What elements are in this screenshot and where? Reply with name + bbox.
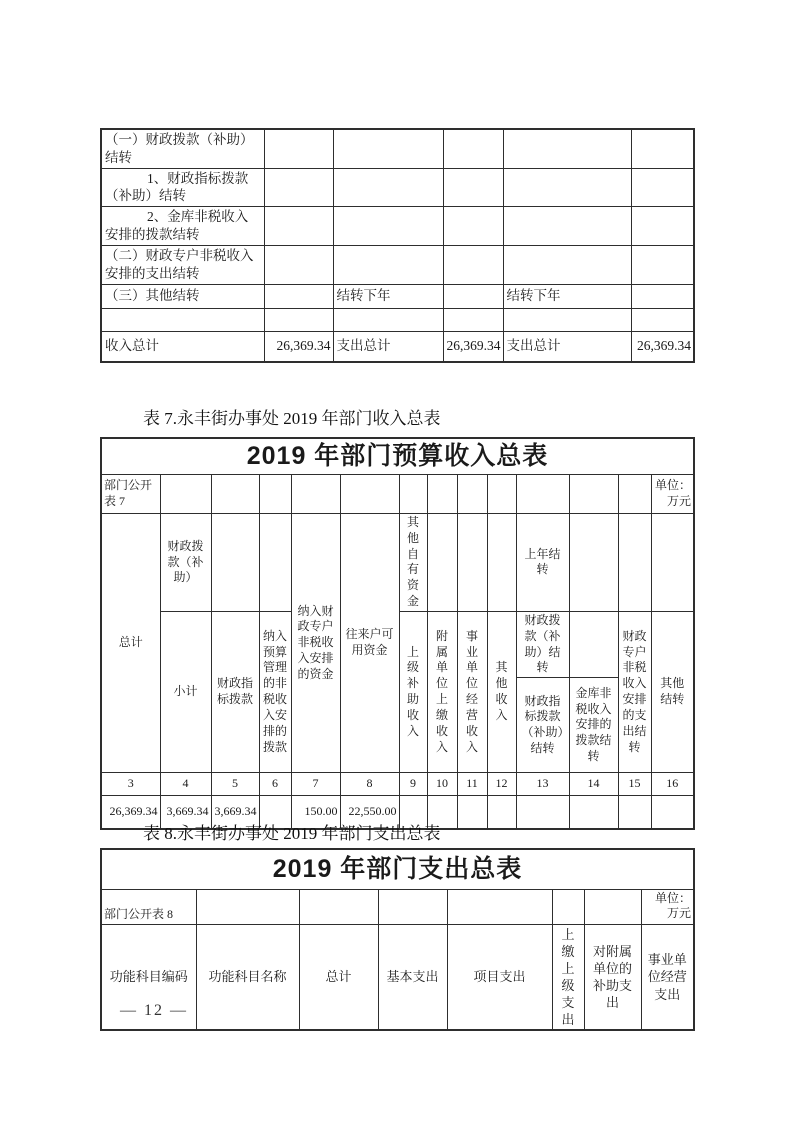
value-total: 26,369.34: [101, 796, 160, 829]
col-header-project-expenditure: 项目支出: [447, 924, 552, 1030]
group-header-other-own-funds: 其他自有资金: [399, 514, 427, 612]
value-cell: [457, 796, 487, 829]
col-number: 16: [651, 773, 694, 796]
meta-row: [101, 889, 694, 924]
col-number: 8: [340, 773, 399, 796]
cell-value: [443, 168, 503, 207]
table8-caption: 表 8.永丰街办事处 2019 年部门支出总表: [143, 824, 441, 843]
value-cell: [516, 796, 569, 829]
cell-value: [443, 284, 503, 308]
cell-label-carryover-next-year: 结转下年: [503, 284, 631, 308]
group-header-prev-year-carryover: 上年结转: [516, 514, 569, 612]
col-header-basic-expenditure: 基本支出: [378, 924, 447, 1030]
table-row-totals: [101, 331, 694, 362]
col-header-affiliated-subsidy: 对附属单位的补助支出: [584, 924, 641, 1030]
col-number: 14: [569, 773, 618, 796]
value-cell: [569, 796, 618, 829]
cell-value: [264, 245, 333, 284]
cell-empty: [399, 475, 427, 514]
value-current-funds: 22,550.00: [340, 796, 399, 829]
cell-label: [503, 129, 631, 168]
value-subtotal: 3,669.34: [160, 796, 211, 829]
table-title-row: [101, 849, 694, 889]
col-number: 4: [160, 773, 211, 796]
table7-meta-label: 部门公开表 7: [101, 475, 160, 514]
group-header-fiscal-approp: 财政拨款（补助）: [160, 514, 211, 612]
col-header-other-carryover: 其他结转: [651, 611, 694, 772]
cell-empty: [259, 475, 291, 514]
table-row: [101, 245, 694, 284]
value-cell: [487, 796, 516, 829]
cell-value: [443, 129, 503, 168]
row-label-treasury-nontax-carryover: 2、金库非税收入安排的拨款结转: [101, 207, 264, 246]
col-header-budget-nontax: 纳入预算管理的非税收入安排的拨款: [259, 611, 291, 772]
col-number: 9: [399, 773, 427, 796]
cell-empty: [447, 889, 552, 924]
cell-empty: [503, 308, 631, 331]
cell-value: [264, 284, 333, 308]
col-header-superior-subsidy: 上级补助收入: [399, 611, 427, 772]
cell-value: [264, 129, 333, 168]
header-row-1: [101, 514, 694, 612]
cell-value: [264, 207, 333, 246]
cell-empty: [291, 475, 340, 514]
col-number: 12: [487, 773, 516, 796]
row-label-other-carryover: （三）其他结转: [101, 284, 264, 308]
table8-title: 2019 年部门支出总表: [101, 849, 694, 889]
header-empty-cell: [569, 514, 618, 612]
cell-empty: [631, 308, 694, 331]
col-number: 10: [427, 773, 457, 796]
col-header-fiscal-index: 财政指标拨款: [211, 611, 259, 772]
cell-expenditure-total-value: 26,369.34: [443, 331, 503, 362]
cell-empty: [487, 475, 516, 514]
col-number: 5: [211, 773, 259, 796]
sub-header-fiscal-approp-carryover: 财政拨款（补助）结转: [516, 611, 569, 677]
col-header-affiliated-units: 附属单位上缴收入: [427, 611, 457, 772]
col-number: 15: [618, 773, 651, 796]
header-empty-cell: [569, 611, 618, 677]
cell-label: [333, 129, 443, 168]
header-empty-cell: [618, 514, 651, 612]
col-header-treasury-nontax-carryover: 金库非税收入安排的拨款结转: [569, 678, 618, 773]
cell-empty: [299, 889, 378, 924]
cell-expenditure-total-value: 26,369.34: [631, 331, 694, 362]
cell-value: [631, 168, 694, 207]
carryover-summary-table: [100, 128, 695, 363]
cell-empty: [333, 308, 443, 331]
cell-value: [631, 207, 694, 246]
table-row: [101, 308, 694, 331]
header-empty-cell: [651, 514, 694, 612]
cell-label: [503, 168, 631, 207]
col-header-upward-payment: 上缴上级支出: [552, 924, 584, 1030]
table8-meta-label: 部门公开表 8: [101, 889, 196, 924]
header-empty-cell: [211, 514, 259, 612]
cell-value: [443, 207, 503, 246]
cell-label: [503, 245, 631, 284]
cell-empty: [264, 308, 333, 331]
cell-empty: [569, 475, 618, 514]
col-header-total: 总计: [101, 514, 160, 773]
col-number: 6: [259, 773, 291, 796]
cell-value: [443, 245, 503, 284]
col-number: 13: [516, 773, 569, 796]
cell-empty: [443, 308, 503, 331]
cell-empty: [618, 475, 651, 514]
col-header-function-code: 功能科目编码: [101, 924, 196, 1030]
row-label-fiscal-index-carryover: 1、财政指标拨款（补助）结转: [101, 168, 264, 207]
cell-label-expenditure-total: 支出总计: [333, 331, 443, 362]
col-header-fiscal-index-carryover: 财政指标拨款（补助）结转: [516, 678, 569, 773]
cell-value: [264, 168, 333, 207]
table-row: [101, 207, 694, 246]
col-header-function-name: 功能科目名称: [196, 924, 299, 1030]
cell-empty: [211, 475, 259, 514]
col-header-business-operating-expenditure: 事业单位经营支出: [641, 924, 694, 1030]
cell-label: [333, 207, 443, 246]
cell-empty: [516, 475, 569, 514]
table-title-row: [101, 438, 694, 475]
value-fiscal-index: 3,669.34: [211, 796, 259, 829]
col-header-total: 总计: [299, 924, 378, 1030]
col-header-business-operating: 事业单位经营收入: [457, 611, 487, 772]
cell-empty: [101, 308, 264, 331]
cell-empty: [196, 889, 299, 924]
cell-value: [631, 129, 694, 168]
col-header-special-nontax-carryover: 财政专户非税收入安排的支出结转: [618, 611, 651, 772]
cell-value: [631, 245, 694, 284]
column-number-row: [101, 773, 694, 796]
row-label-special-account-carryover: （二）财政专户非税收入安排的支出结转: [101, 245, 264, 284]
col-number: 3: [101, 773, 160, 796]
meta-row: [101, 475, 694, 514]
col-number: 11: [457, 773, 487, 796]
cell-empty: [457, 475, 487, 514]
header-row: [101, 924, 694, 1030]
cell-empty: [340, 475, 399, 514]
table-row: [101, 129, 694, 168]
col-header-other-income: 其他收入: [487, 611, 516, 772]
income-summary-table: [100, 437, 695, 830]
cell-label: [503, 207, 631, 246]
col-number: 7: [291, 773, 340, 796]
cell-label-carryover-next-year: 结转下年: [333, 284, 443, 308]
cell-label: [333, 245, 443, 284]
header-empty-cell: [427, 514, 457, 612]
header-empty-cell: [457, 514, 487, 612]
value-special-nontax: 150.00: [291, 796, 340, 829]
value-cell: [618, 796, 651, 829]
cell-label: [333, 168, 443, 207]
value-cell: [651, 796, 694, 829]
row-label-income-total: 收入总计: [101, 331, 264, 362]
col-header-subtotal: 小计: [160, 611, 211, 772]
table8-unit-label: 单位：万元: [641, 889, 694, 924]
table-row: [101, 168, 694, 207]
table7-caption: 表 7.永丰街办事处 2019 年部门收入总表: [143, 409, 441, 428]
table7-unit-label: 单位：万元: [651, 475, 694, 514]
cell-empty: [584, 889, 641, 924]
table7-title: 2019 年部门预算收入总表: [101, 438, 694, 475]
cell-empty: [427, 475, 457, 514]
table-row: [101, 284, 694, 308]
col-header-special-nontax: 纳入财政专户非税收入安排的资金: [291, 514, 340, 773]
row-label-fiscal-approp-carryover: （一）财政拨款（补助）结转: [101, 129, 264, 168]
cell-empty: [160, 475, 211, 514]
page-number: — 12 —: [120, 1002, 188, 1019]
header-empty-cell: [259, 514, 291, 612]
cell-empty: [552, 889, 584, 924]
header-empty-cell: [487, 514, 516, 612]
col-header-current-funds: 往来户可用资金: [340, 514, 399, 773]
cell-value: [631, 284, 694, 308]
cell-income-total-value: 26,369.34: [264, 331, 333, 362]
expenditure-summary-table: [100, 848, 695, 1031]
cell-empty: [378, 889, 447, 924]
cell-label-expenditure-total: 支出总计: [503, 331, 631, 362]
